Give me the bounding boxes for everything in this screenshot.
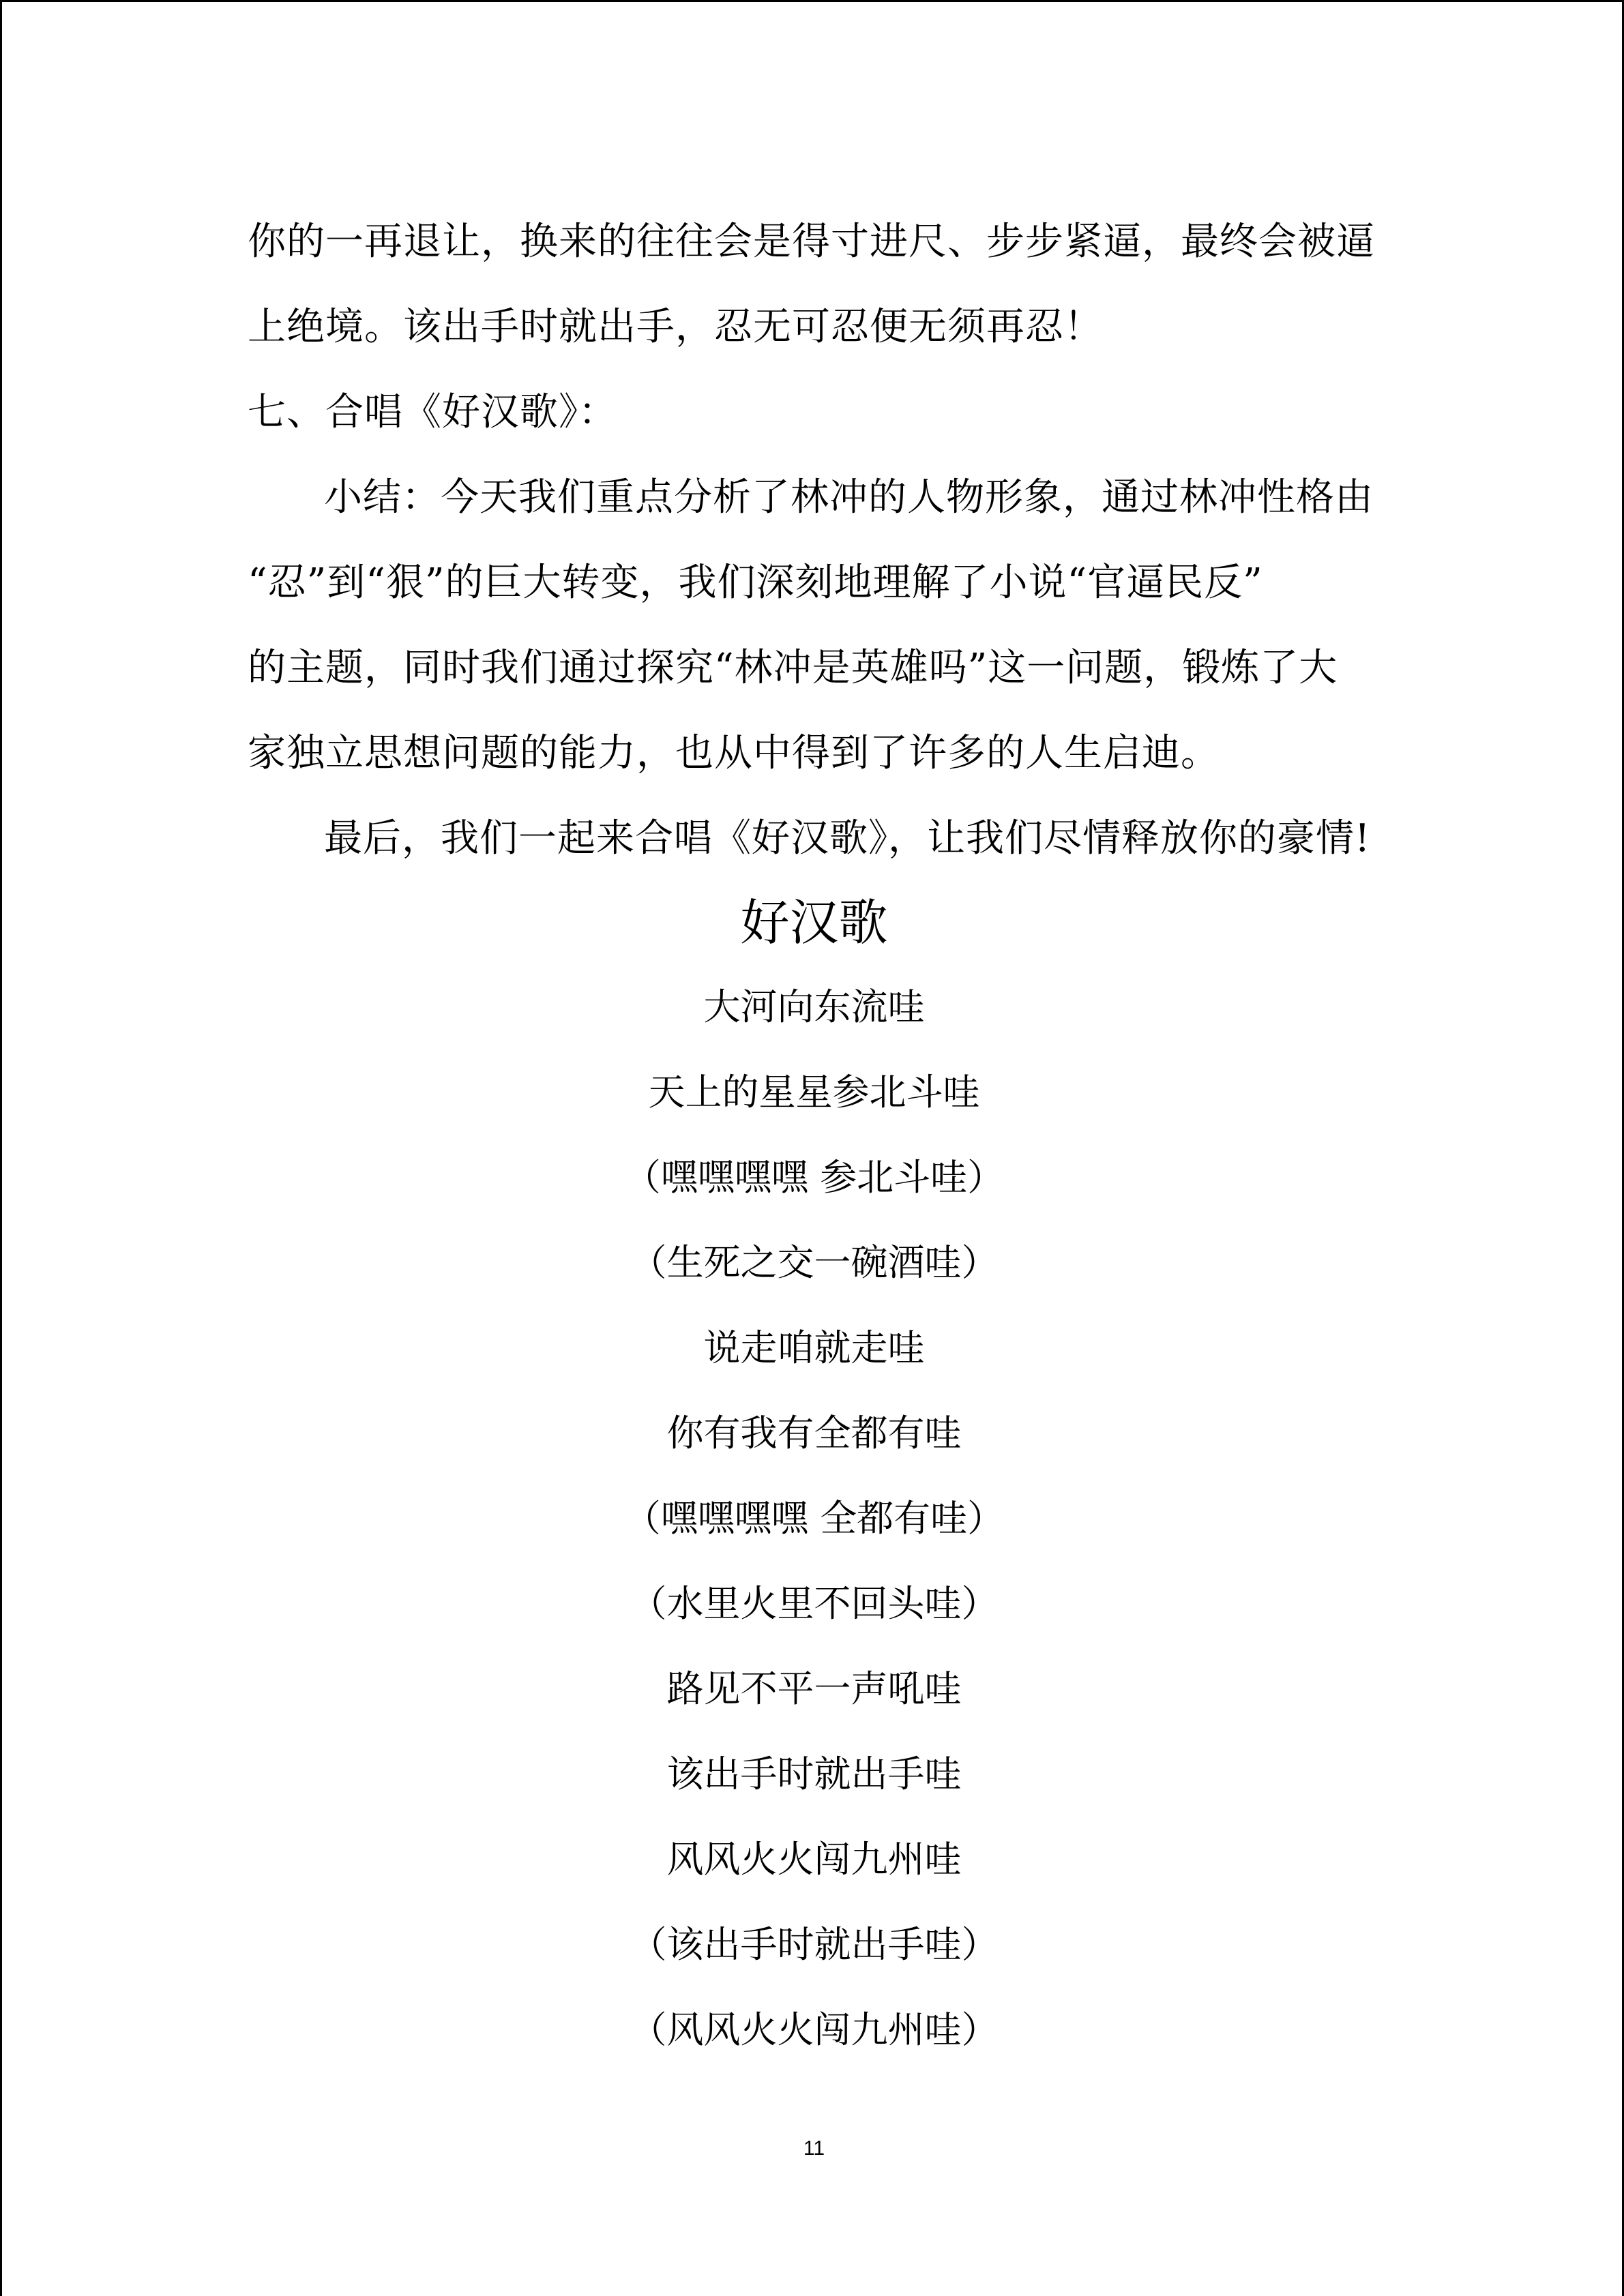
- lyric-line: （水里火里不回头哇）: [630, 1582, 999, 1625]
- lyric-line: （嘿嘿嘿嘿 全都有哇）: [623, 1497, 1005, 1540]
- paragraph-line: 上绝境。该出手时就出手，忍无可忍便无须再忍！: [248, 305, 1103, 349]
- lyric-line: （风风火火闯九州哇）: [630, 2008, 999, 2051]
- lyric-line: 你有我有全都有哇: [666, 1412, 962, 1455]
- paragraph-line: 最后，我们一起来合唱《好汉歌》，让我们尽情释放你的豪情!: [324, 816, 1371, 861]
- paragraph-line: 的主题，同时我们通过探究“林冲是英雄吗”这一问题，锻炼了大: [248, 646, 1338, 690]
- section-heading: 七、合唱《好汉歌》：: [248, 390, 617, 434]
- paragraph-line: 你的一再退让，换来的往往会是得寸进尺、步步紧逼，最终会被逼: [248, 220, 1375, 264]
- paragraph-line: 小结：今天我们重点分析了林冲的人物形象，通过林冲性格由: [324, 475, 1374, 520]
- lyric-line: 说走咱就走哇: [703, 1326, 925, 1369]
- lyric-line: （该出手时就出手哇）: [630, 1923, 999, 1966]
- lyric-line: 该出手时就出手哇: [666, 1753, 962, 1795]
- lyric-line: （生死之交一碗酒哇）: [630, 1241, 999, 1284]
- song-title: 好汉歌: [740, 894, 888, 951]
- paragraph-line: 家独立思想问题的能力，也从中得到了许多的人生启迪。: [248, 731, 1220, 775]
- lyric-line: 路见不平一声吼哇: [666, 1667, 962, 1710]
- lyric-line: 大河向东流哇: [703, 985, 925, 1028]
- paragraph-line: “忍”到“狠”的巨大转变，我们深刻地理解了小说“官逼民反”: [248, 561, 1263, 605]
- page-number: 11: [803, 2137, 825, 2160]
- lyric-line: 风风火火闯九州哇: [666, 1838, 962, 1881]
- lyric-line: （嘿嘿嘿嘿 参北斗哇）: [623, 1156, 1005, 1199]
- lyric-line: 天上的星星参北斗哇: [648, 1071, 980, 1114]
